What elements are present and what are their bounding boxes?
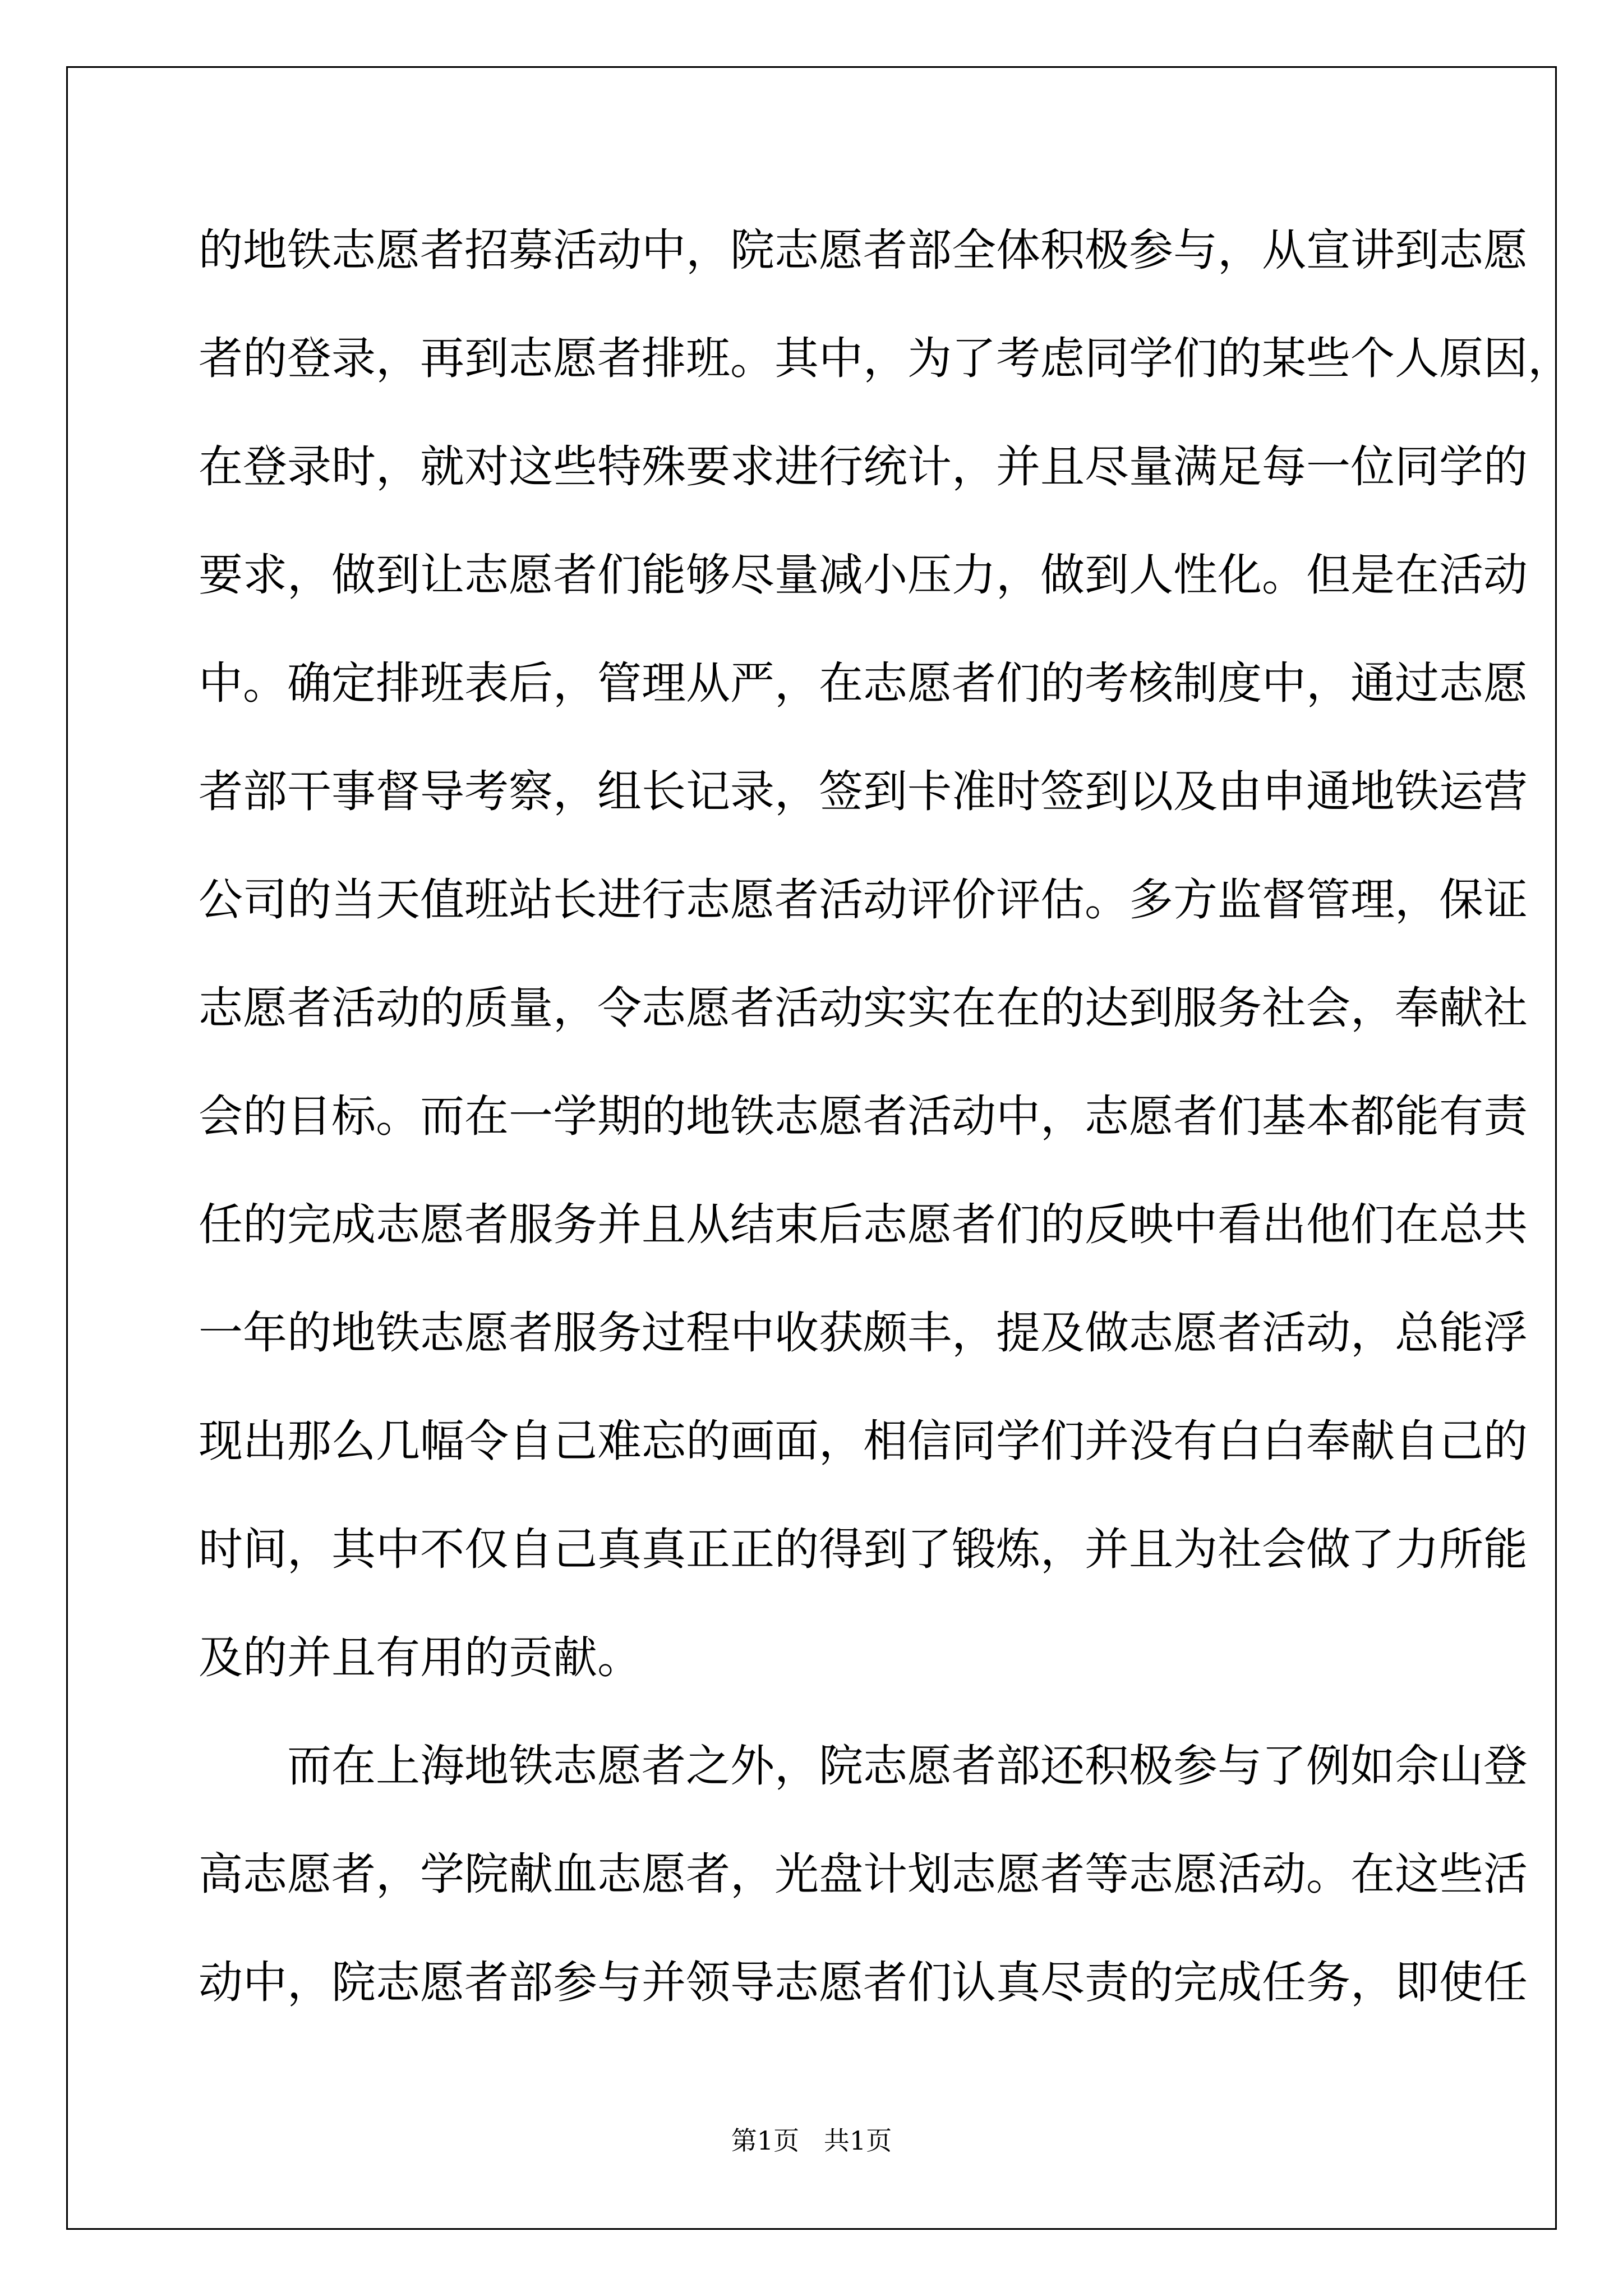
text-line: 者部干事督导考察，组长记录，签到卡准时签到以及由申通地铁运营 — [199, 766, 1528, 817]
document-body — [199, 196, 1572, 2037]
text-line: 的地铁志愿者招募活动中，院志愿者部全体积极参与，从宣讲到志愿 — [199, 224, 1528, 276]
text-line: 公司的当天值班站长进行志愿者活动评价评估。多方监督管理，保证 — [199, 874, 1528, 926]
text-line: 中。确定排班表后，管理从严，在志愿者们的考核制度中，通过志愿 — [199, 657, 1528, 709]
text-line: 时间，其中不仅自己真真正正的得到了锻炼，并且为社会做了力所能 — [199, 1524, 1528, 1575]
text-line-paragraph-start: 而在上海地铁志愿者之外，院志愿者部还积极参与了例如佘山登 — [287, 1740, 1528, 1792]
page-number-footer: 第1页 共1页 — [731, 2125, 892, 2156]
text-line: 会的目标。而在一学期的地铁志愿者活动中，志愿者们基本都能有责 — [199, 1091, 1528, 1142]
text-line: 高志愿者，学院献血志愿者，光盘计划志愿者等志愿活动。在这些活 — [199, 1848, 1528, 1900]
text-line: 志愿者活动的质量，令志愿者活动实实在在的达到服务社会，奉献社 — [199, 982, 1528, 1034]
text-line: 现出那么几幅令自己难忘的画面，相信同学们并没有白白奉献自己的 — [199, 1415, 1528, 1467]
text-line: 一年的地铁志愿者服务过程中收获颇丰，提及做志愿者活动，总能浮 — [199, 1307, 1528, 1359]
text-line-paragraph-end: 及的并且有用的贡献。 — [199, 1632, 642, 1683]
text-line: 要求，做到让志愿者们能够尽量减小压力，做到人性化。但是在活动 — [199, 549, 1528, 601]
text-line: 任的完成志愿者服务并且从结束后志愿者们的反映中看出他们在总共 — [199, 1199, 1528, 1250]
text-line: 者的登录，再到志愿者排班。其中，为了考虑同学们的某些个人原因， — [199, 333, 1572, 384]
text-line: 动中，院志愿者部参与并领导志愿者们认真尽责的完成任务，即使任 — [199, 1957, 1528, 2008]
text-line: 在登录时，就对这些特殊要求进行统计，并且尽量满足每一位同学的 — [199, 441, 1528, 493]
